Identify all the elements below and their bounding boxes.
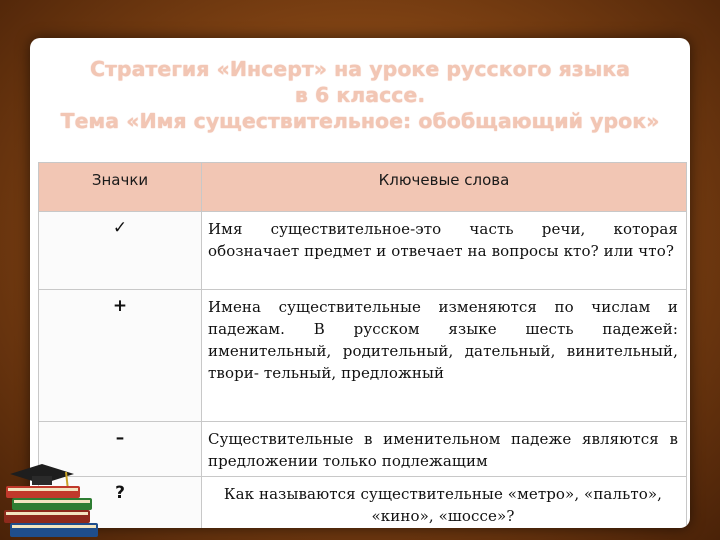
slide-title	[30, 56, 690, 134]
stack-of-books-graduation-cap-icon	[2, 460, 102, 540]
column-header-signs: Значки	[39, 163, 202, 212]
table-row	[39, 290, 687, 422]
table-row	[39, 212, 687, 290]
title-line-1: Стратегия «Инсерт» на уроке русского языка	[90, 57, 630, 81]
row-text: Имена существительные изменяются по числам и падежам. В русском языке шесть падежей: именительный, родительный, дательный, винительный, твори- тельный, предложный	[202, 290, 687, 422]
question-sign: ?	[39, 477, 202, 529]
checkmark-sign: ✓	[39, 212, 202, 290]
table-row	[39, 422, 687, 477]
minus-sign: –	[39, 422, 202, 477]
slide	[30, 38, 690, 528]
insert-table	[38, 162, 687, 528]
title-line-3: Тема «Имя существительное: обобщающий урок»	[60, 109, 660, 133]
column-header-keywords: Ключевые слова	[202, 163, 687, 212]
table-row	[39, 477, 687, 529]
row-text: Существительные в именительном падеже являются в предложении только подлежащим	[202, 422, 687, 477]
plus-sign: +	[39, 290, 202, 422]
row-text: Имя существительное-это часть речи, которая обозначает предмет и отвечает на вопросы кто? или что?	[202, 212, 687, 290]
title-line-2: в 6 классе.	[294, 83, 426, 107]
row-text: Как называются существительные «метро», «пальто», «кино», «шоссе»?	[202, 477, 687, 529]
table-header-row	[39, 163, 687, 212]
